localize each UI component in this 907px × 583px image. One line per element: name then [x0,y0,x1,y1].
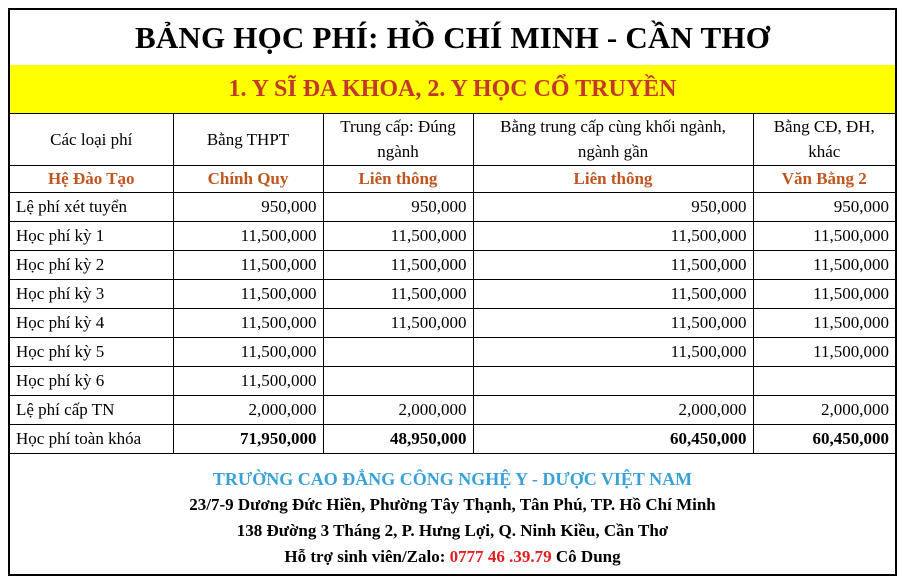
fee-cell: 11,500,000 [753,338,895,367]
fee-cell: 950,000 [473,193,753,222]
fee-cell: 2,000,000 [473,396,753,425]
fee-cell: 2,000,000 [173,396,323,425]
fee-label: Học phí kỳ 1 [10,222,173,251]
training-system-row [10,166,895,193]
fee-cell: 11,500,000 [473,251,753,280]
fee-label: Học phí kỳ 4 [10,309,173,338]
fee-cell: 11,500,000 [473,338,753,367]
training-system-value: Chính Quy [173,166,323,193]
fee-cell: 11,500,000 [173,309,323,338]
fee-cell [473,367,753,396]
fee-cell: 11,500,000 [753,251,895,280]
total-cell: 60,450,000 [753,425,895,454]
phone-number: 0777 46 .39.79 [449,547,552,566]
fee-label: Học phí kỳ 3 [10,280,173,309]
fee-cell: 11,500,000 [753,280,895,309]
fee-cell: 950,000 [323,193,473,222]
fee-cell: 11,500,000 [473,222,753,251]
table-header-row [10,113,895,166]
fee-cell: 11,500,000 [173,280,323,309]
fee-label: Học phí kỳ 6 [10,367,173,396]
contact-name: Cô Dung [551,547,621,566]
page-title: BẢNG HỌC PHÍ: HỒ CHÍ MINH - CẦN THƠ [10,10,895,66]
fee-cell: 11,500,000 [753,309,895,338]
total-cell: 60,450,000 [473,425,753,454]
fee-cell: 950,000 [753,193,895,222]
fee-sheet [8,8,897,576]
fee-cell: 11,500,000 [323,222,473,251]
fee-label: Lệ phí cấp TN [10,396,173,425]
fee-cell: 11,500,000 [323,309,473,338]
fee-label: Học phí kỳ 2 [10,251,173,280]
column-header: Các loại phí [10,113,173,166]
table-row [10,338,895,367]
support-line [10,544,895,570]
fee-label: Học phí kỳ 5 [10,338,173,367]
address-hcm: 23/7-9 Dương Đức Hiền, Phường Tây Thạnh, Tân Phú, TP. Hồ Chí Minh [189,495,716,514]
fee-cell: 11,500,000 [173,251,323,280]
column-header: Bằng CĐ, ĐH, khác [753,113,895,166]
training-system-value: Liên thông [323,166,473,193]
fee-cell: 11,500,000 [173,338,323,367]
table-row [10,367,895,396]
table-row [10,280,895,309]
column-header: Trung cấp: Đúng ngành [323,113,473,166]
table-row [10,193,895,222]
fee-cell: 11,500,000 [473,309,753,338]
column-header: Bằng trung cấp cùng khối ngành, ngành gần [473,113,753,166]
table-row [10,251,895,280]
total-cell: 48,950,000 [323,425,473,454]
support-label: Hỗ trợ sinh viên/Zalo: [284,547,450,566]
fee-cell: 11,500,000 [473,280,753,309]
total-label: Học phí toàn khóa [10,425,173,454]
address-can-tho: 138 Đường 3 Tháng 2, P. Hưng Lợi, Q. Ninh Kiều, Cần Thơ [236,521,669,540]
fee-label: Lệ phí xét tuyển [10,193,173,222]
school-name: TRƯỜNG CAO ĐẲNG CÔNG NGHỆ Y - DƯỢC VIỆT NAM [212,469,693,489]
fee-cell: 11,500,000 [173,367,323,396]
fee-cell [323,338,473,367]
table-row [10,396,895,425]
training-system-label: Hệ Đào Tạo [10,166,173,193]
column-header: Bằng THPT [173,113,323,166]
fee-cell [323,367,473,396]
table-row [10,222,895,251]
table-row [10,309,895,338]
fee-cell: 2,000,000 [323,396,473,425]
fee-cell: 2,000,000 [753,396,895,425]
fee-cell: 11,500,000 [173,222,323,251]
program-subtitle: 1. Y SĨ ĐA KHOA, 2. Y HỌC CỔ TRUYỀN [10,65,895,114]
fee-cell [753,367,895,396]
total-cell: 71,950,000 [173,425,323,454]
training-system-value: Liên thông [473,166,753,193]
fee-table [10,113,895,454]
fee-cell: 11,500,000 [323,280,473,309]
fee-cell: 950,000 [173,193,323,222]
contact-footer [10,462,895,570]
training-system-value: Văn Bằng 2 [753,166,895,193]
fee-cell: 11,500,000 [753,222,895,251]
fee-cell: 11,500,000 [323,251,473,280]
total-row [10,425,895,454]
